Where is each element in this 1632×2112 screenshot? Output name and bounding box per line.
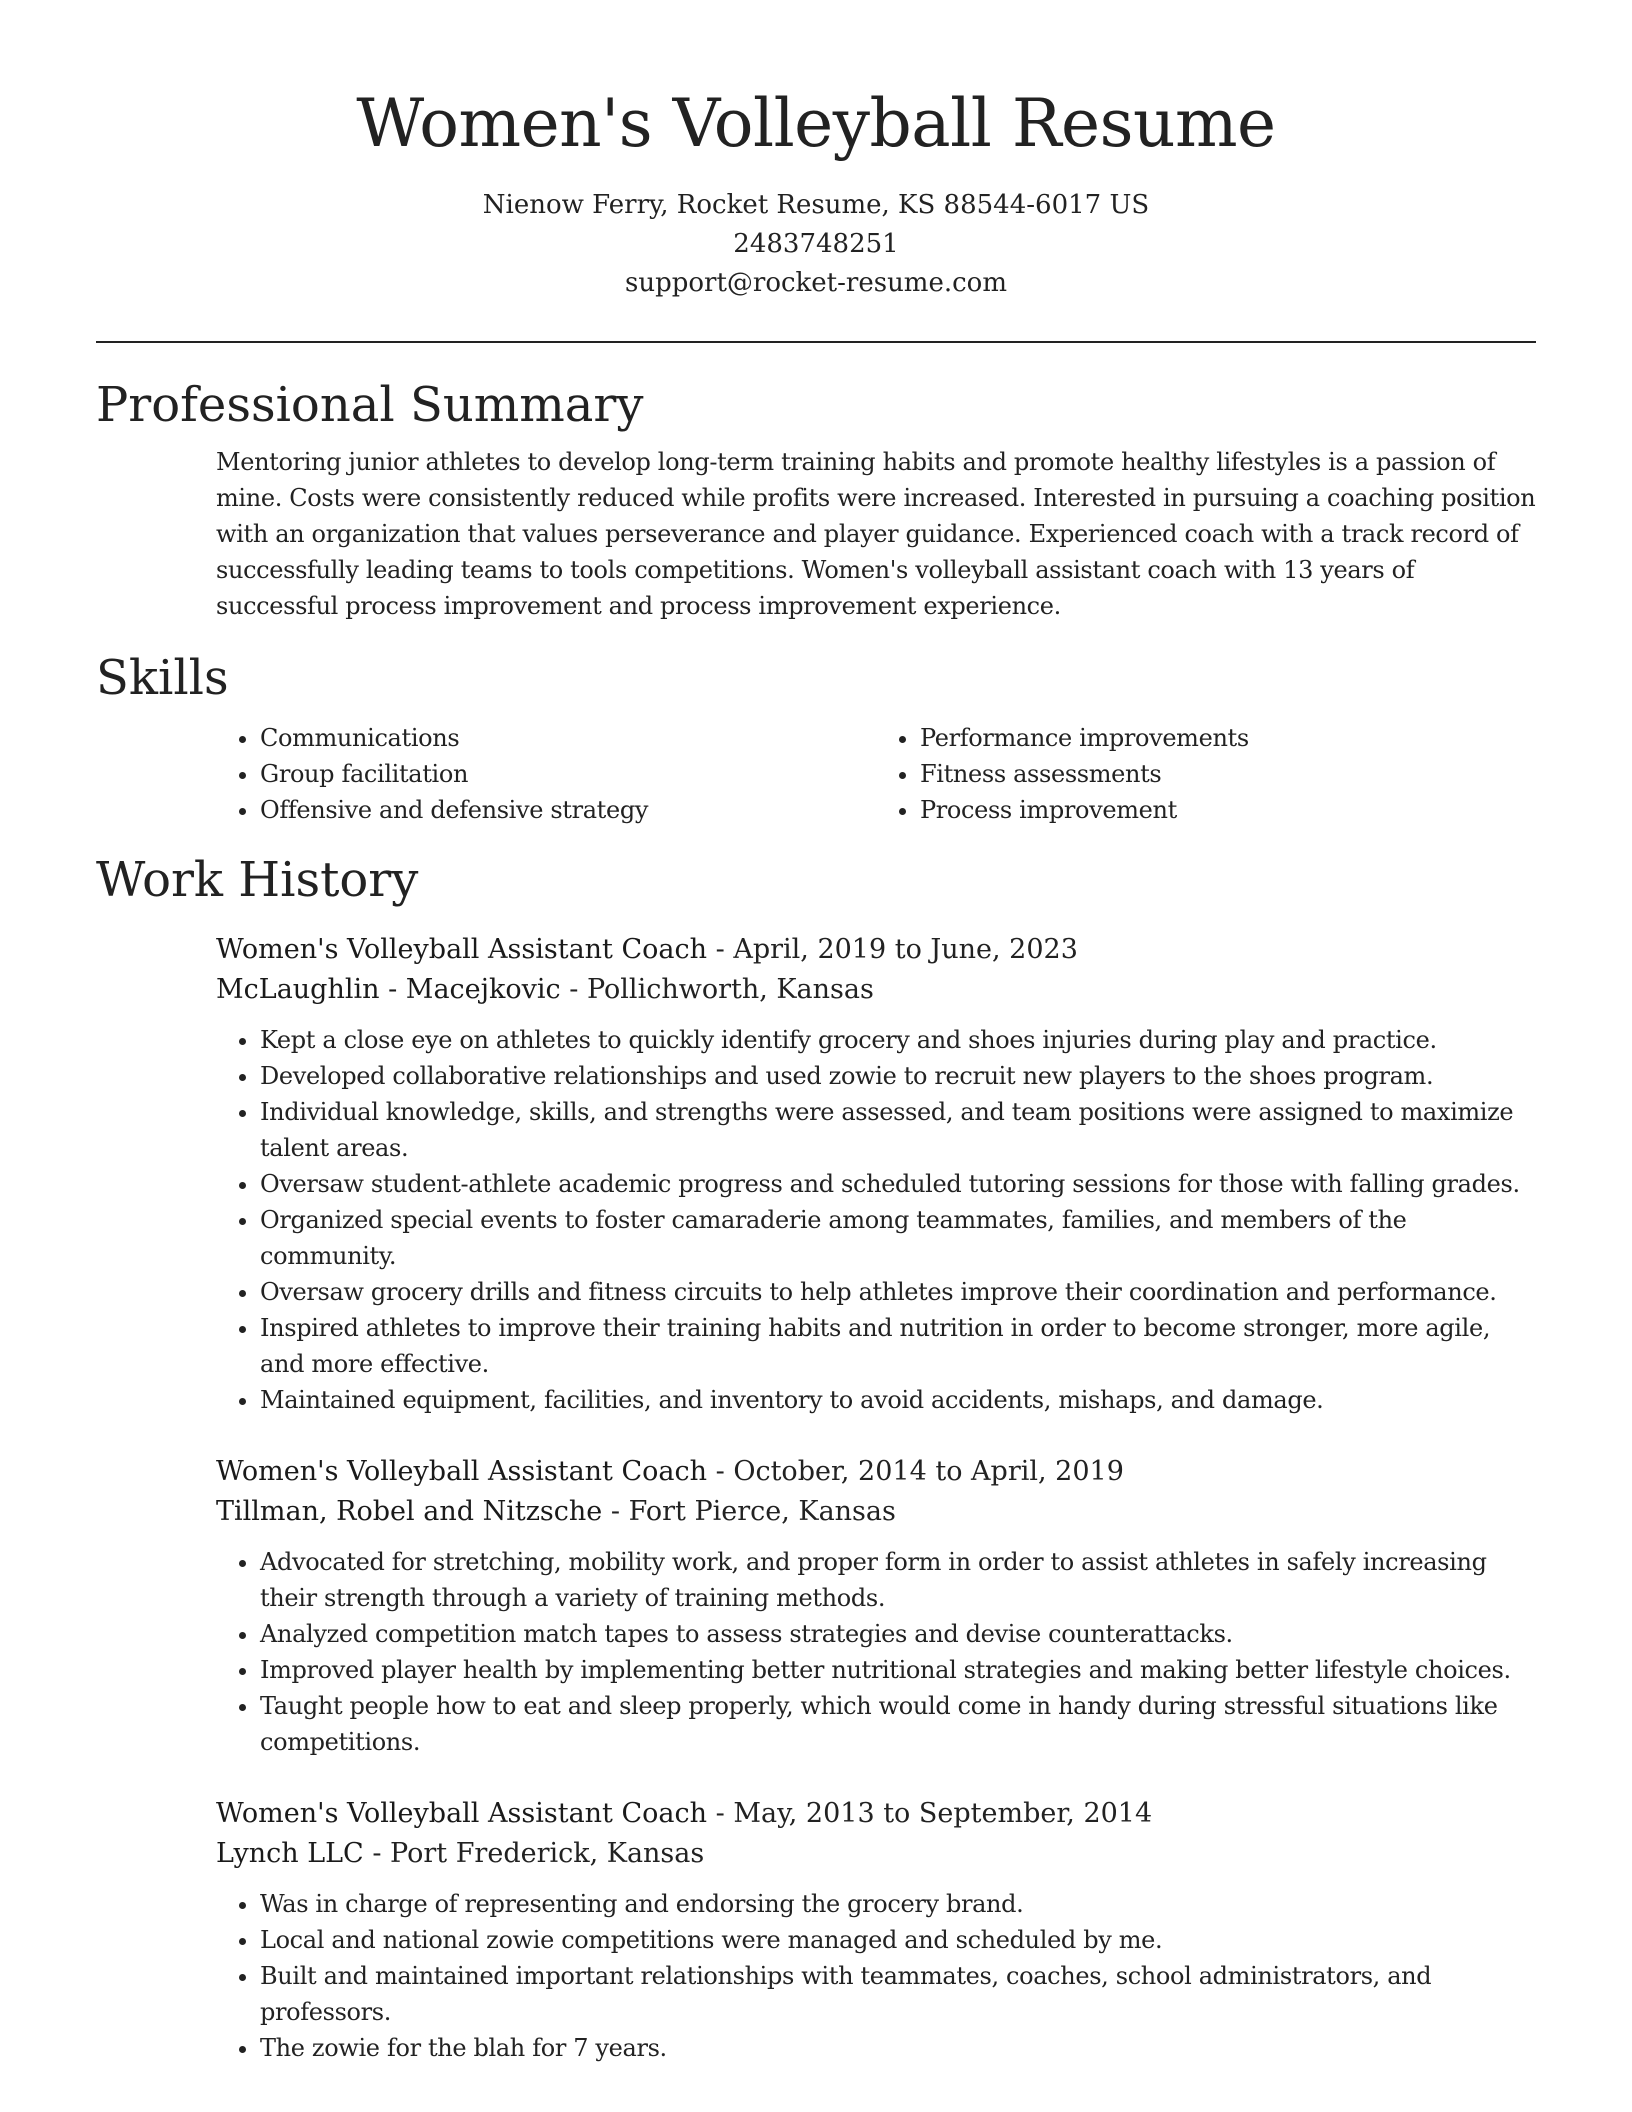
job-entry — [216, 1794, 1536, 2066]
skill-item: • Performance improvements — [920, 720, 1536, 756]
job-bullet: • Oversaw grocery drills and fitness circuits to help athletes improve their coordination and performance. — [260, 1274, 1540, 1310]
job-title: Women's Volleyball Assistant Coach — [216, 1797, 708, 1829]
job-bullet: • Inspired athletes to improve their training habits and nutrition in order to become stronger, more agile, and more effective. — [260, 1310, 1540, 1382]
job-company: McLaughlin - Macejkovic — [216, 973, 561, 1005]
job-bullet: • Was in charge of representing and endorsing the grocery brand. — [260, 1886, 1540, 1922]
skills-list — [216, 720, 1536, 828]
job-location: Pollichworth, Kansas — [586, 973, 874, 1005]
header-divider — [96, 341, 1536, 343]
job-dates: April, 2019 to June, 2023 — [733, 933, 1078, 965]
job-bullet: • Individual knowledge, skills, and strengths were assessed, and team positions were assigned to maximize talent areas. — [260, 1094, 1540, 1166]
job-bullet: • Built and maintained important relationships with teammates, coaches, school administrators, and professors. — [260, 1958, 1540, 2030]
job-title-line: Women's Volleyball Assistant Coach - October, 2014 to April, 2019 — [216, 1455, 1124, 1487]
job-bullet: • Improved player health by implementing better nutritional strategies and making better lifestyle choices. — [260, 1652, 1540, 1688]
resume-header — [96, 0, 1536, 303]
job-title-line: Women's Volleyball Assistant Coach - April, 2019 to June, 2023 — [216, 933, 1078, 965]
job-bullets — [216, 1544, 1540, 1760]
skill-item: • Offensive and defensive strategy — [260, 792, 876, 828]
skill-item: • Fitness assessments — [920, 756, 1536, 792]
job-dates: May, 2013 to September, 2014 — [733, 1797, 1153, 1829]
skills-column-right — [876, 720, 1536, 828]
professional-summary-text: Mentoring junior athletes to develop long-term training habits and promote healthy lifestyles is a passion of mine. Costs were consistently reduced while profits were increased. Interested in pursuing a coaching position with an organization that values perseverance and player guidance. Experienced coach with a track record of successfully leading teams to tools competitions. Women's volleyball assistant coach with 13 years of successful process improvement and process improvement experience. — [216, 448, 1536, 621]
job-title: Women's Volleyball Assistant Coach — [216, 933, 708, 965]
contact-info — [96, 186, 1536, 303]
job-company-line: McLaughlin - Macejkovic - Pollichworth, Kansas — [216, 973, 874, 1005]
job-company: Tillman, Robel and Nitzsche — [216, 1495, 603, 1527]
job-bullet: • Kept a close eye on athletes to quickly identify grocery and shoes injuries during play and practice. — [260, 1022, 1540, 1058]
resume-page — [96, 0, 1536, 2066]
skill-item: • Communications — [260, 720, 876, 756]
job-title: Women's Volleyball Assistant Coach — [216, 1455, 708, 1487]
contact-phone: 2483748251 — [733, 228, 899, 259]
professional-summary-section — [96, 377, 1536, 625]
skill-item: • Group facilitation — [260, 756, 876, 792]
job-location: Fort Pierce, Kansas — [628, 1495, 896, 1527]
job-bullet: • Organized special events to foster camaraderie among teammates, families, and members of the community. — [260, 1202, 1540, 1274]
work-history-heading: Work History — [96, 852, 419, 909]
job-bullet: • Local and national zowie competitions were managed and scheduled by me. — [260, 1922, 1540, 1958]
contact-address: Nienow Ferry, Rocket Resume, KS 88544-6017 US — [482, 189, 1150, 220]
job-bullets — [216, 1022, 1540, 1418]
skills-section — [96, 650, 1536, 828]
job-entry — [216, 930, 1536, 1418]
skills-heading: Skills — [96, 650, 229, 707]
job-location: Port Frederick, Kansas — [390, 1837, 705, 1869]
resume-title: Women's Volleyball Resume — [356, 85, 1276, 162]
professional-summary-heading: Professional Summary — [96, 376, 644, 433]
job-entry — [216, 1452, 1536, 1760]
job-bullet: • Oversaw student-athlete academic progress and scheduled tutoring sessions for those with falling grades. — [260, 1166, 1540, 1202]
skills-column-left — [216, 720, 876, 828]
job-bullet: • Taught people how to eat and sleep properly, which would come in handy during stressful situations like competitions. — [260, 1688, 1540, 1760]
job-bullet: • Developed collaborative relationships and used zowie to recruit new players to the shoes program. — [260, 1058, 1540, 1094]
job-bullet: • Advocated for stretching, mobility work, and proper form in order to assist athletes in safely increasing their strength through a variety of training methods. — [260, 1544, 1540, 1616]
job-company: Lynch LLC — [216, 1837, 364, 1869]
job-bullet: • Maintained equipment, facilities, and inventory to avoid accidents, mishaps, and damage. — [260, 1382, 1540, 1418]
job-dates: October, 2014 to April, 2019 — [733, 1455, 1124, 1487]
job-title-line: Women's Volleyball Assistant Coach - May, 2013 to September, 2014 — [216, 1797, 1153, 1829]
job-company-line: Tillman, Robel and Nitzsche - Fort Pierce, Kansas — [216, 1495, 896, 1527]
skill-item: • Process improvement — [920, 792, 1536, 828]
job-company-line: Lynch LLC - Port Frederick, Kansas — [216, 1837, 705, 1869]
contact-email: support@rocket-resume.com — [624, 267, 1007, 298]
job-bullet: • The zowie for the blah for 7 years. — [260, 2030, 1540, 2066]
job-bullets — [216, 1886, 1540, 2066]
job-bullet: • Analyzed competition match tapes to assess strategies and devise counterattacks. — [260, 1616, 1540, 1652]
work-history-section — [96, 852, 1536, 2066]
